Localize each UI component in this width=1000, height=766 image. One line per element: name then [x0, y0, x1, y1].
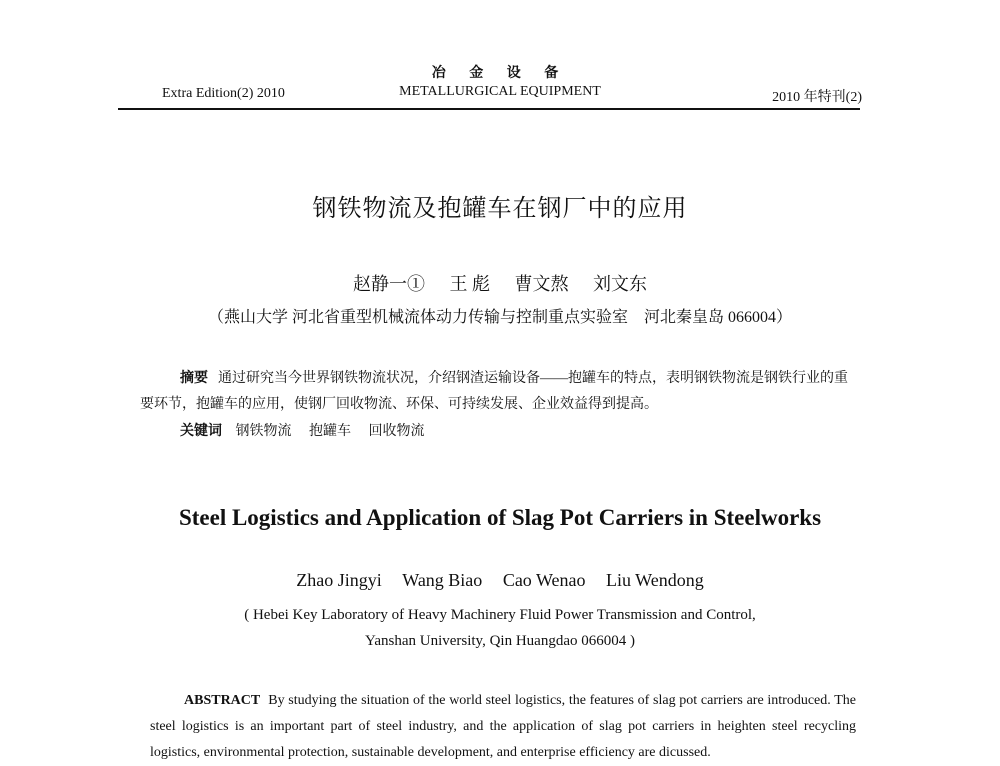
title-en: Steel Logistics and Application of Slag Pot Carriers in Steelworks: [178, 505, 822, 530]
keyword-cn: 回收物流: [368, 424, 425, 439]
authors-cn: [0, 270, 1000, 296]
keywords-cn: [180, 420, 439, 440]
header-edition: Extra Edition(2) 2010: [162, 86, 285, 101]
keyword-cn: 抱罐车: [309, 424, 351, 439]
journal-name-en: METALLURGICAL EQUIPMENT: [399, 84, 601, 99]
author-cn: 刘文东: [593, 274, 647, 294]
author-cn: 赵静一①: [353, 274, 425, 294]
header-edition-cn: 2010 年特刊(2): [772, 90, 862, 105]
abstract-en-label: ABSTRACT: [184, 693, 261, 708]
author-en: Wang Biao: [402, 570, 483, 590]
keyword-cn: 钢铁物流: [235, 424, 292, 439]
title-cn: 钢铁物流及抱罐车在钢厂中的应用: [312, 194, 688, 222]
author-en: Liu Wendong: [606, 570, 704, 590]
abstract-en-text: By studying the situation of the world steel logistics, the features of slag pot carriers are introduced. The steel logistics is an important part of steel industry, and the application of slag pot carriers in heighten steel recycling logistics, environmental protection, sustainable development, and enterprise efficiency are dicussed.: [150, 693, 856, 760]
author-cn: 曹文熬: [514, 274, 569, 294]
affiliation-cn: （燕山大学 河北省重型机械流体动力传输与控制重点实验室 河北秦皇岛 066004）: [207, 309, 792, 326]
keywords-cn-label: 关键词: [180, 424, 222, 439]
abstract-cn: [140, 366, 860, 418]
affiliation-en-line1: ( Hebei Key Laboratory of Heavy Machinery Fluid Power Transmission and Control,: [244, 607, 756, 623]
author-en: Cao Wenao: [502, 570, 586, 590]
affiliation-en-line2: Yanshan University, Qin Huangdao 066004 ): [365, 633, 635, 649]
author-en: Zhao Jingyi: [296, 570, 382, 590]
affiliation-en: [0, 602, 1000, 654]
abstract-en: [150, 688, 856, 766]
header-rule: [118, 108, 860, 110]
abstract-cn-text: 通过研究当今世界钢铁物流状况，介绍钢渣运输设备——抱罐车的特点，表明钢铁物流是钢铁行业的重要环节，抱罐车的应用，使钢厂回收物流、环保、可持续发展、企业效益得到提高。: [140, 371, 848, 412]
author-cn: 王 彪: [449, 274, 490, 294]
abstract-cn-label: 摘要: [180, 371, 208, 386]
journal-name-cn: 冶 金 设 备: [431, 66, 569, 81]
authors-en: [0, 570, 1000, 591]
